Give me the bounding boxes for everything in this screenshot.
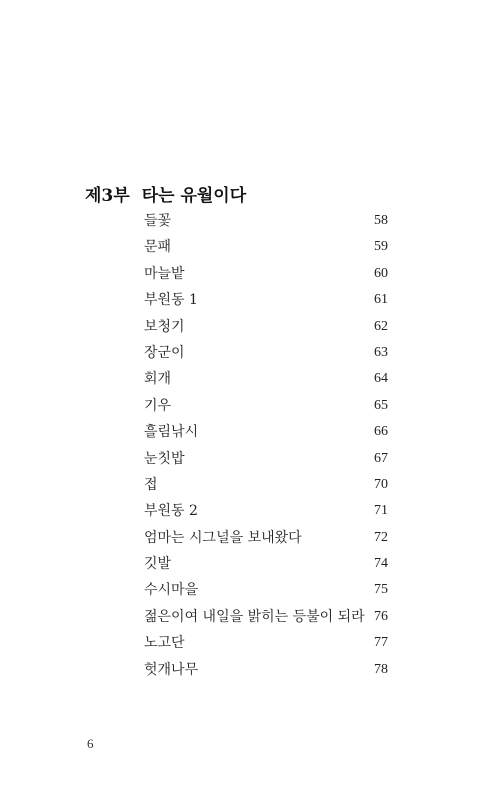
toc-entry-page: 67: [374, 450, 388, 466]
toc-entry-page: 59: [374, 239, 388, 255]
toc-entry: [144, 446, 388, 472]
part-label: 제3부: [85, 186, 130, 206]
toc-entry-title: 회개: [144, 371, 172, 388]
toc-entry-title: 눈칫밥: [144, 450, 185, 467]
toc-entry-title: 노고단: [144, 635, 185, 652]
toc-entry-page: 61: [374, 292, 388, 308]
toc-entry: [144, 525, 388, 551]
toc-entry: [144, 498, 388, 524]
toc-entry-title: 장군이: [144, 344, 185, 361]
toc-entry-title: 헛개나무: [144, 661, 199, 678]
toc-entry-title: 기우: [144, 397, 172, 414]
toc-entry-title: 들꽃: [144, 213, 172, 229]
toc-entry: [144, 287, 388, 313]
section-title: 타는 유월이다: [141, 186, 247, 206]
toc-entry-page: 66: [374, 424, 388, 440]
page-number: 6: [87, 736, 94, 751]
toc-entry-page: 58: [374, 213, 388, 228]
toc-entry-page: 75: [374, 582, 388, 598]
toc-entry-page: 74: [374, 556, 388, 572]
toc-entry-title: 부원동 2: [144, 503, 198, 520]
toc-entry-title: 엄마는 시그널을 보내왔다: [144, 529, 302, 546]
toc-entry-title: 젊은이여 내일을 밝히는 등불이 되라: [144, 608, 365, 625]
toc-entry-page: 70: [374, 476, 388, 492]
toc-entry: [144, 393, 388, 419]
toc-entry: [144, 366, 388, 392]
toc-entry: [144, 208, 388, 234]
toc-entry-title: 접: [144, 476, 158, 493]
toc-entry-title: 마늘밭: [144, 265, 185, 282]
table-of-contents: [144, 208, 388, 683]
toc-entry-page: 60: [374, 265, 388, 281]
toc-entry: [144, 604, 388, 630]
toc-entry: [144, 419, 388, 445]
toc-entry-page: 78: [374, 661, 388, 677]
toc-entry: [144, 472, 388, 498]
toc-entry-page: 64: [374, 371, 388, 387]
toc-entry-title: 부원동 1: [144, 292, 198, 309]
toc-entry-page: 71: [374, 503, 388, 519]
toc-entry: [144, 657, 388, 683]
toc-entry: [144, 577, 388, 603]
toc-entry-title: 보청기: [144, 318, 185, 335]
toc-entry-title: 문패: [144, 239, 172, 256]
toc-entry-page: 62: [374, 318, 388, 334]
toc-entry: [144, 314, 388, 340]
toc-entry: [144, 234, 388, 260]
toc-entry: [144, 551, 388, 577]
section-heading: [85, 181, 246, 206]
toc-entry-page: 65: [374, 397, 388, 413]
toc-entry: [144, 261, 388, 287]
toc-entry-page: 63: [374, 344, 388, 360]
toc-entry: [144, 630, 388, 656]
toc-entry-page: 77: [374, 635, 388, 651]
toc-entry-page: 72: [374, 529, 388, 545]
toc-entry: [144, 340, 388, 366]
toc-entry-title: 깃발: [144, 556, 172, 573]
toc-entry-title: 흘림낚시: [144, 424, 199, 441]
toc-entry-page: 76: [374, 608, 388, 624]
toc-entry-title: 수시마을: [144, 582, 199, 599]
